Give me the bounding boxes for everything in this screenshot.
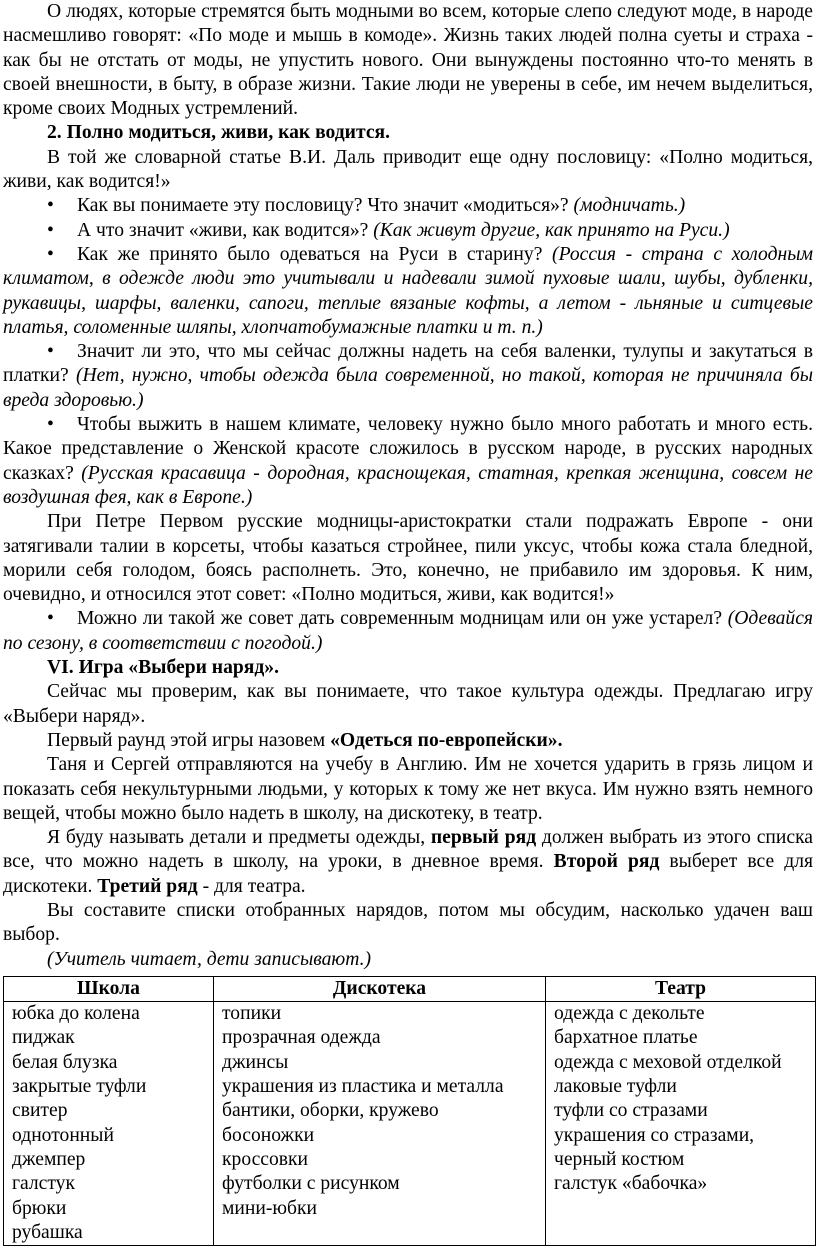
column-header-disco: Дискотека: [214, 976, 546, 1001]
bullet-item-4: [3, 340, 813, 413]
bullet-answer: (Русская красавица - дородная, краснощекая, статная, крепкая женщина, совсем не воздушная фея, как в Европе.): [3, 462, 813, 508]
paragraph-teacher-note: [3, 948, 813, 972]
list-item: мини-юбки: [222, 1197, 317, 1219]
rules-row-three: Третий ряд: [97, 875, 198, 897]
list-item: джинсы: [222, 1051, 289, 1073]
bullet-icon: •: [47, 219, 54, 241]
bullet-icon: •: [47, 414, 54, 436]
table-header-row: [4, 976, 816, 1001]
bullet-text: Чтобы выжить в нашем климате, человеку нужно было много работать и много есть. Какое представление о Женской красоте сложилось в русском народе, в русских народных сказках?: [3, 414, 813, 484]
bullet-text: Как же принято было одеваться на Руси в старину?: [77, 243, 553, 265]
section-heading-6: VI. Игра «Выбери наряд».: [47, 657, 279, 679]
bullet-text: А что значит «живи, как водится»?: [77, 219, 374, 241]
school-cell: [4, 1002, 214, 1246]
list-item: брюки: [12, 1197, 67, 1219]
bullet-item-5: [3, 413, 813, 510]
rules-text-c: должен выбрать из этого списка все, что можно надеть в школу, на уроки, в дневное время.: [3, 827, 813, 873]
round-text: Первый раунд этой игры назовем: [47, 729, 331, 751]
paragraph-intro: О людях, которые стремятся быть модными во всем, которые слепо следуют моде, в народе насмешливо говорят: «По моде и мышь в комоде». Жизнь таких людей полна суеты и страха - как бы не отстать от моды, не упустить нового. Они вынуждены постоянно что-то менять в своей внешности, в быту, в образе жизни. Такие люди не уверены в себе, им нечем выделиться, кроме своих Модных устремлений.: [3, 1, 813, 120]
list-item: украшения из пластика и металла: [222, 1076, 504, 1098]
list-item: топики: [222, 1003, 282, 1025]
section-heading-2: 2. Полно модиться, живи, как водится.: [47, 122, 391, 144]
bullet-answer: (Нет, нужно, чтобы одежда была современной, но такой, которая не причиняла бы вреда здоровью.): [3, 365, 813, 411]
list-item: черный костюм: [554, 1148, 685, 1170]
bullet-text: Можно ли такой же совет дать современным модницам или он уже устарел?: [77, 608, 728, 630]
list-item: одежда с меховой отделкой: [554, 1051, 782, 1073]
bullet-answer: (Как живут другие, как принято на Руси.): [373, 219, 730, 241]
list-item: лаковые туфли: [554, 1076, 677, 1098]
bullet-answer: (Одевайся по сезону, в соответствии с погодой.): [3, 608, 813, 654]
list-item: прозрачная одежда: [222, 1027, 381, 1049]
list-item: белая блузка: [12, 1051, 118, 1073]
disco-cell: [214, 1002, 546, 1246]
bullet-item-6: [3, 607, 813, 656]
paragraph-game-intro: Сейчас мы проверим, как вы понимаете, что такое культура одежды. Предлагаю игру «Выбери наряд».: [3, 681, 813, 727]
paragraph-round-one: [3, 729, 813, 753]
paragraph-lists: Вы составите списки отобранных нарядов, потом мы обсудим, насколько удачен ваш выбор.: [3, 899, 813, 946]
bullet-item-1: [3, 194, 813, 218]
paragraph-rules: [3, 826, 813, 899]
paragraph-dal: В той же словарной статье В.И. Даль приводит еще одну пословицу: «Полно модиться, живи, как водится!»: [3, 146, 813, 193]
list-item: одежда с декольте: [554, 1003, 705, 1025]
bullet-icon: •: [47, 243, 54, 265]
bullet-item-3: [3, 243, 813, 340]
list-item: украшения со стразами,: [554, 1124, 755, 1146]
list-item: юбка до колена: [12, 1003, 140, 1025]
list-item: бантики, оборки, кружево: [222, 1100, 439, 1122]
paragraph-story: Таня и Сергей отправляются на учебу в Англию. Им не хочется ударить в грязь лицом и показать себя некультурными людьми, у которых к тому же нет вкуса. Им нужно взять немного вещей, чтобы можно было надеть в школу, на дискотеку, в театр.: [3, 754, 813, 824]
bullet-answer: (модничать.): [573, 195, 686, 217]
list-item: бархатное платье: [554, 1027, 698, 1049]
list-item: футболки с рисунком: [222, 1173, 400, 1195]
column-header-theatre: Театр: [546, 976, 816, 1001]
bullet-text: Значит ли это, что мы сейчас должны надеть на себя валенки, тулупы и закутаться в платки?: [3, 341, 813, 387]
list-item: галстук: [12, 1173, 76, 1195]
list-item: галстук «бабочка»: [554, 1173, 708, 1195]
bullet-icon: •: [47, 608, 54, 630]
bullet-icon: •: [47, 195, 54, 217]
list-item: свитер: [12, 1100, 68, 1122]
list-item: джемпер: [12, 1148, 86, 1170]
rules-text-a: Я буду называть детали и предметы одежды,: [47, 827, 431, 849]
column-header-school: Школа: [4, 976, 214, 1001]
bullet-answer: (Россия - страна с холодным климатом, в одежде люди это учитывали и надевали зимой пуховые шали, шубы, дубленки, рукавицы, шарфы, валенки, сапоги, теплые вязаные кофты, а летом - льняные и ситцевые платья, соломенные шляпы, хлопчатобумажные платки и т. п.): [3, 243, 813, 338]
outfit-table: [3, 976, 816, 1246]
paragraph-peter: При Петре Первом русские модницы-аристократки стали подражать Европе - они затягивали талии в корсеты, чтобы казаться стройнее, пили уксус, чтобы кожа стала бледной, морили себя голодом, боясь располнеть. Это, конечно, не прибавило им здоровья. К ним, очевидно, и относился этот совет: «Полно модиться, живи, как водится!»: [3, 511, 813, 606]
list-item: закрытые туфли: [12, 1076, 147, 1098]
table-row: [4, 1002, 816, 1246]
rules-text-g: - для театра.: [197, 875, 306, 897]
round-title: «Одеться по-европейски».: [330, 729, 563, 751]
list-item: кроссовки: [222, 1148, 309, 1170]
bullet-item-2: [3, 219, 813, 243]
bullet-text: Как вы понимаете эту пословицу? Что значит «модиться»?: [77, 195, 574, 217]
list-item: босоножки: [222, 1124, 315, 1146]
theatre-cell: [546, 1002, 816, 1246]
rules-row-one: первый ряд: [430, 827, 537, 849]
list-item: туфли со стразами: [554, 1100, 708, 1122]
list-item: однотонный: [12, 1124, 114, 1146]
rules-text-e: выберет все для дискотеки.: [3, 851, 813, 897]
list-item: рубашка: [12, 1221, 83, 1243]
teacher-note: (Учитель читает, дети записывают.): [47, 948, 372, 970]
rules-row-two: Второй ряд: [553, 851, 660, 873]
list-item: пиджак: [12, 1027, 75, 1049]
bullet-icon: •: [47, 341, 54, 363]
